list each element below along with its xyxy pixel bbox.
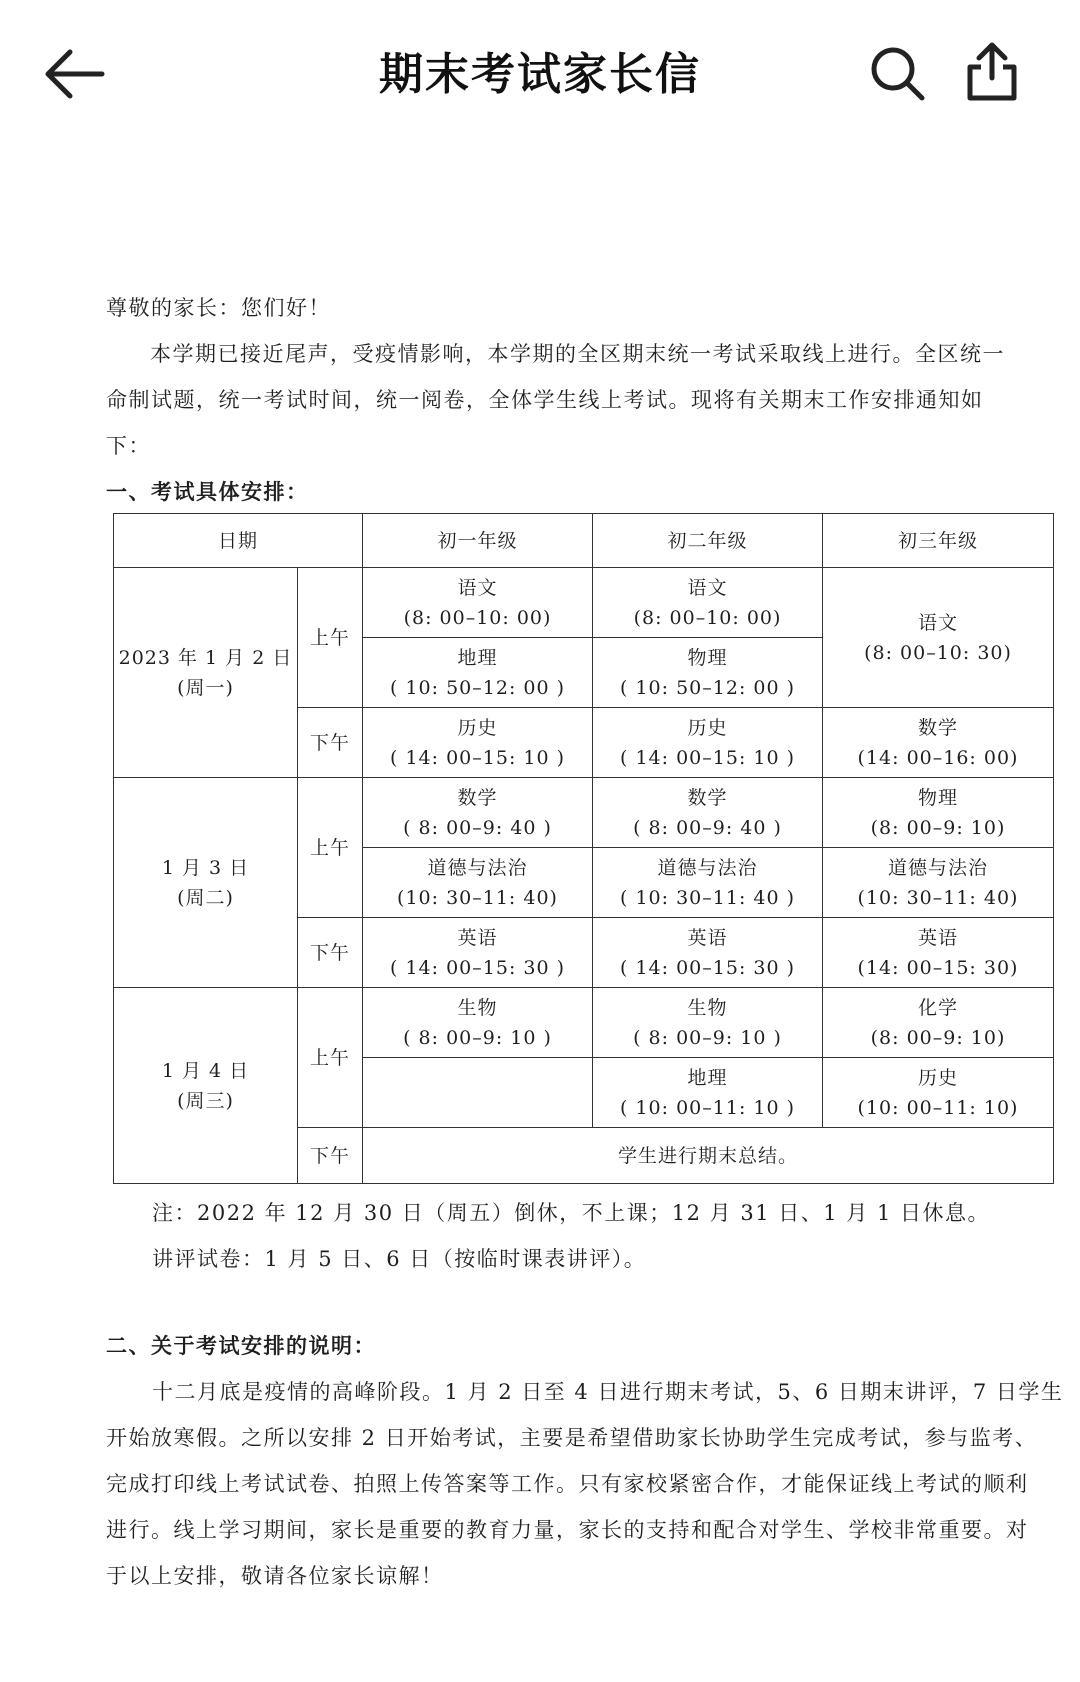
exam-time: ( 10: 30–11: 40 ) bbox=[620, 886, 796, 909]
section1-heading: 一、考试具体安排： bbox=[106, 480, 309, 504]
exam-subject: 语文 bbox=[687, 576, 728, 599]
exam-time: (8: 00–9: 10) bbox=[870, 816, 1006, 839]
day3-date: 1 月 4 日 bbox=[161, 1059, 250, 1082]
exam-time: (10: 30–11: 40) bbox=[397, 886, 558, 909]
exam-cell bbox=[823, 708, 1054, 778]
exam-time: (10: 30–11: 40) bbox=[857, 886, 1019, 909]
page-title: 期末考试家长信 bbox=[379, 49, 701, 100]
exam-time: (8: 00–9: 10) bbox=[870, 1026, 1006, 1049]
exam-subject: 数学 bbox=[457, 786, 498, 809]
exam-subject: 历史 bbox=[687, 716, 728, 739]
day2-am-label: 上午 bbox=[298, 778, 363, 918]
exam-subject: 道德与法治 bbox=[427, 856, 528, 879]
exam-time: ( 10: 50–12: 00 ) bbox=[390, 676, 566, 699]
exam-subject: 生物 bbox=[457, 996, 498, 1019]
review-line: 讲评试卷：1 月 5 日、6 日（按临时课表讲评）。 bbox=[152, 1247, 647, 1271]
exam-subject: 历史 bbox=[457, 716, 498, 739]
day3-date-cell bbox=[114, 988, 298, 1184]
exam-subject: 语文 bbox=[457, 576, 498, 599]
day3-weekday: (周三) bbox=[177, 1089, 234, 1112]
day2-date: 1 月 3 日 bbox=[161, 856, 250, 879]
exam-cell bbox=[593, 918, 823, 988]
exam-subject: 化学 bbox=[918, 996, 959, 1019]
section2-line: 开始放寒假。之所以安排 2 日开始考试，主要是希望借助家长协助学生完成考试，参与监考、 bbox=[106, 1426, 1038, 1450]
intro-line: 命制试题，统一考试时间，统一阅卷，全体学生线上考试。现将有关期末工作安排通知如 bbox=[106, 388, 984, 412]
day3-pm-note: 学生进行期末总结。 bbox=[363, 1128, 1054, 1184]
exam-time: ( 14: 00–15: 10 ) bbox=[620, 746, 796, 769]
header-grade2: 初二年级 bbox=[593, 514, 823, 568]
exam-cell bbox=[823, 848, 1054, 918]
exam-subject: 数学 bbox=[918, 716, 959, 739]
exam-time: ( 10: 00–11: 10 ) bbox=[620, 1096, 796, 1119]
header-date: 日期 bbox=[114, 514, 363, 568]
exam-time: (8: 00–10: 30) bbox=[864, 641, 1012, 664]
day1-date-cell bbox=[114, 568, 298, 778]
exam-subject: 地理 bbox=[457, 646, 498, 669]
intro-line: 下： bbox=[106, 434, 151, 458]
intro-line: 本学期已接近尾声，受疫情影响，本学期的全区期末统一考试采取线上进行。全区统一 bbox=[150, 342, 1005, 366]
day2-pm-label: 下午 bbox=[298, 918, 363, 988]
exam-cell bbox=[823, 568, 1054, 708]
exam-subject: 地理 bbox=[687, 1066, 728, 1089]
exam-cell bbox=[593, 848, 823, 918]
section2-line: 于以上安排，敬请各位家长谅解！ bbox=[106, 1564, 444, 1588]
exam-time: (8: 00–10: 00) bbox=[403, 606, 552, 629]
exam-time: ( 8: 00–9: 40 ) bbox=[633, 816, 782, 839]
exam-subject: 英语 bbox=[457, 926, 498, 949]
day1-date: 2023 年 1 月 2 日 bbox=[118, 646, 293, 669]
exam-time: (10: 00–11: 10) bbox=[857, 1096, 1019, 1119]
exam-time: ( 14: 00–15: 30 ) bbox=[390, 956, 566, 979]
exam-time: (14: 00–15: 30) bbox=[857, 956, 1019, 979]
day2-weekday: (周二) bbox=[177, 886, 234, 909]
exam-cell bbox=[823, 988, 1054, 1058]
exam-subject: 数学 bbox=[687, 786, 728, 809]
day2-date-cell bbox=[114, 778, 298, 988]
exam-subject: 物理 bbox=[687, 646, 728, 669]
exam-cell bbox=[823, 1058, 1054, 1128]
exam-cell bbox=[593, 1058, 823, 1128]
exam-time: ( 8: 00–9: 40 ) bbox=[403, 816, 552, 839]
exam-cell bbox=[363, 638, 593, 708]
exam-subject: 英语 bbox=[687, 926, 728, 949]
exam-cell bbox=[823, 918, 1054, 988]
exam-cell bbox=[593, 708, 823, 778]
exam-time: (8: 00–10: 00) bbox=[633, 606, 782, 629]
exam-cell bbox=[593, 988, 823, 1058]
exam-subject: 生物 bbox=[687, 996, 728, 1019]
day1-pm-label: 下午 bbox=[298, 708, 363, 778]
exam-time: ( 10: 50–12: 00 ) bbox=[620, 676, 796, 699]
exam-time: (14: 00–16: 00) bbox=[857, 746, 1019, 769]
day3-pm-label: 下午 bbox=[298, 1128, 363, 1184]
exam-cell bbox=[593, 638, 823, 708]
exam-subject: 物理 bbox=[918, 786, 959, 809]
header-grade3: 初三年级 bbox=[823, 514, 1054, 568]
exam-cell bbox=[363, 708, 593, 778]
exam-subject: 道德与法治 bbox=[657, 856, 758, 879]
day3-am-label: 上午 bbox=[298, 988, 363, 1128]
exam-subject: 英语 bbox=[918, 926, 959, 949]
header-grade1: 初一年级 bbox=[363, 514, 593, 568]
exam-cell bbox=[823, 778, 1054, 848]
exam-subject: 语文 bbox=[918, 611, 959, 634]
section2-line: 进行。线上学习期间，家长是重要的教育力量，家长的支持和配合对学生、学校非常重要。对 bbox=[106, 1518, 1029, 1542]
exam-cell bbox=[363, 848, 593, 918]
greeting: 尊敬的家长：您们好！ bbox=[106, 296, 331, 320]
day1-weekday: (周一) bbox=[177, 676, 234, 699]
section2-heading: 二、关于考试安排的说明： bbox=[106, 1334, 376, 1358]
exam-cell bbox=[593, 778, 823, 848]
exam-schedule-table bbox=[113, 513, 1054, 1184]
exam-subject: 历史 bbox=[918, 1066, 959, 1089]
section2-line: 完成打印线上考试试卷、拍照上传答案等工作。只有家校紧密合作，才能保证线上考试的顺利 bbox=[106, 1472, 1029, 1496]
exam-cell bbox=[593, 568, 823, 638]
exam-cell bbox=[363, 778, 593, 848]
section2-line: 十二月底是疫情的高峰阶段。1 月 2 日至 4 日进行期末考试，5、6 日期末讲评，7 日学生 bbox=[152, 1380, 1064, 1404]
exam-cell bbox=[363, 568, 593, 638]
exam-time: ( 8: 00–9: 10 ) bbox=[403, 1026, 552, 1049]
exam-time: ( 8: 00–9: 10 ) bbox=[633, 1026, 782, 1049]
exam-subject: 道德与法治 bbox=[888, 856, 989, 879]
empty-cell bbox=[363, 1058, 593, 1128]
day1-am-label: 上午 bbox=[298, 568, 363, 708]
exam-time: ( 14: 00–15: 30 ) bbox=[620, 956, 796, 979]
note-line: 注：2022 年 12 月 30 日（周五）倒休，不上课；12 月 31 日、1 月 1 日休息。 bbox=[152, 1201, 990, 1225]
exam-time: ( 14: 00–15: 10 ) bbox=[390, 746, 566, 769]
exam-cell bbox=[363, 988, 593, 1058]
exam-cell bbox=[363, 918, 593, 988]
